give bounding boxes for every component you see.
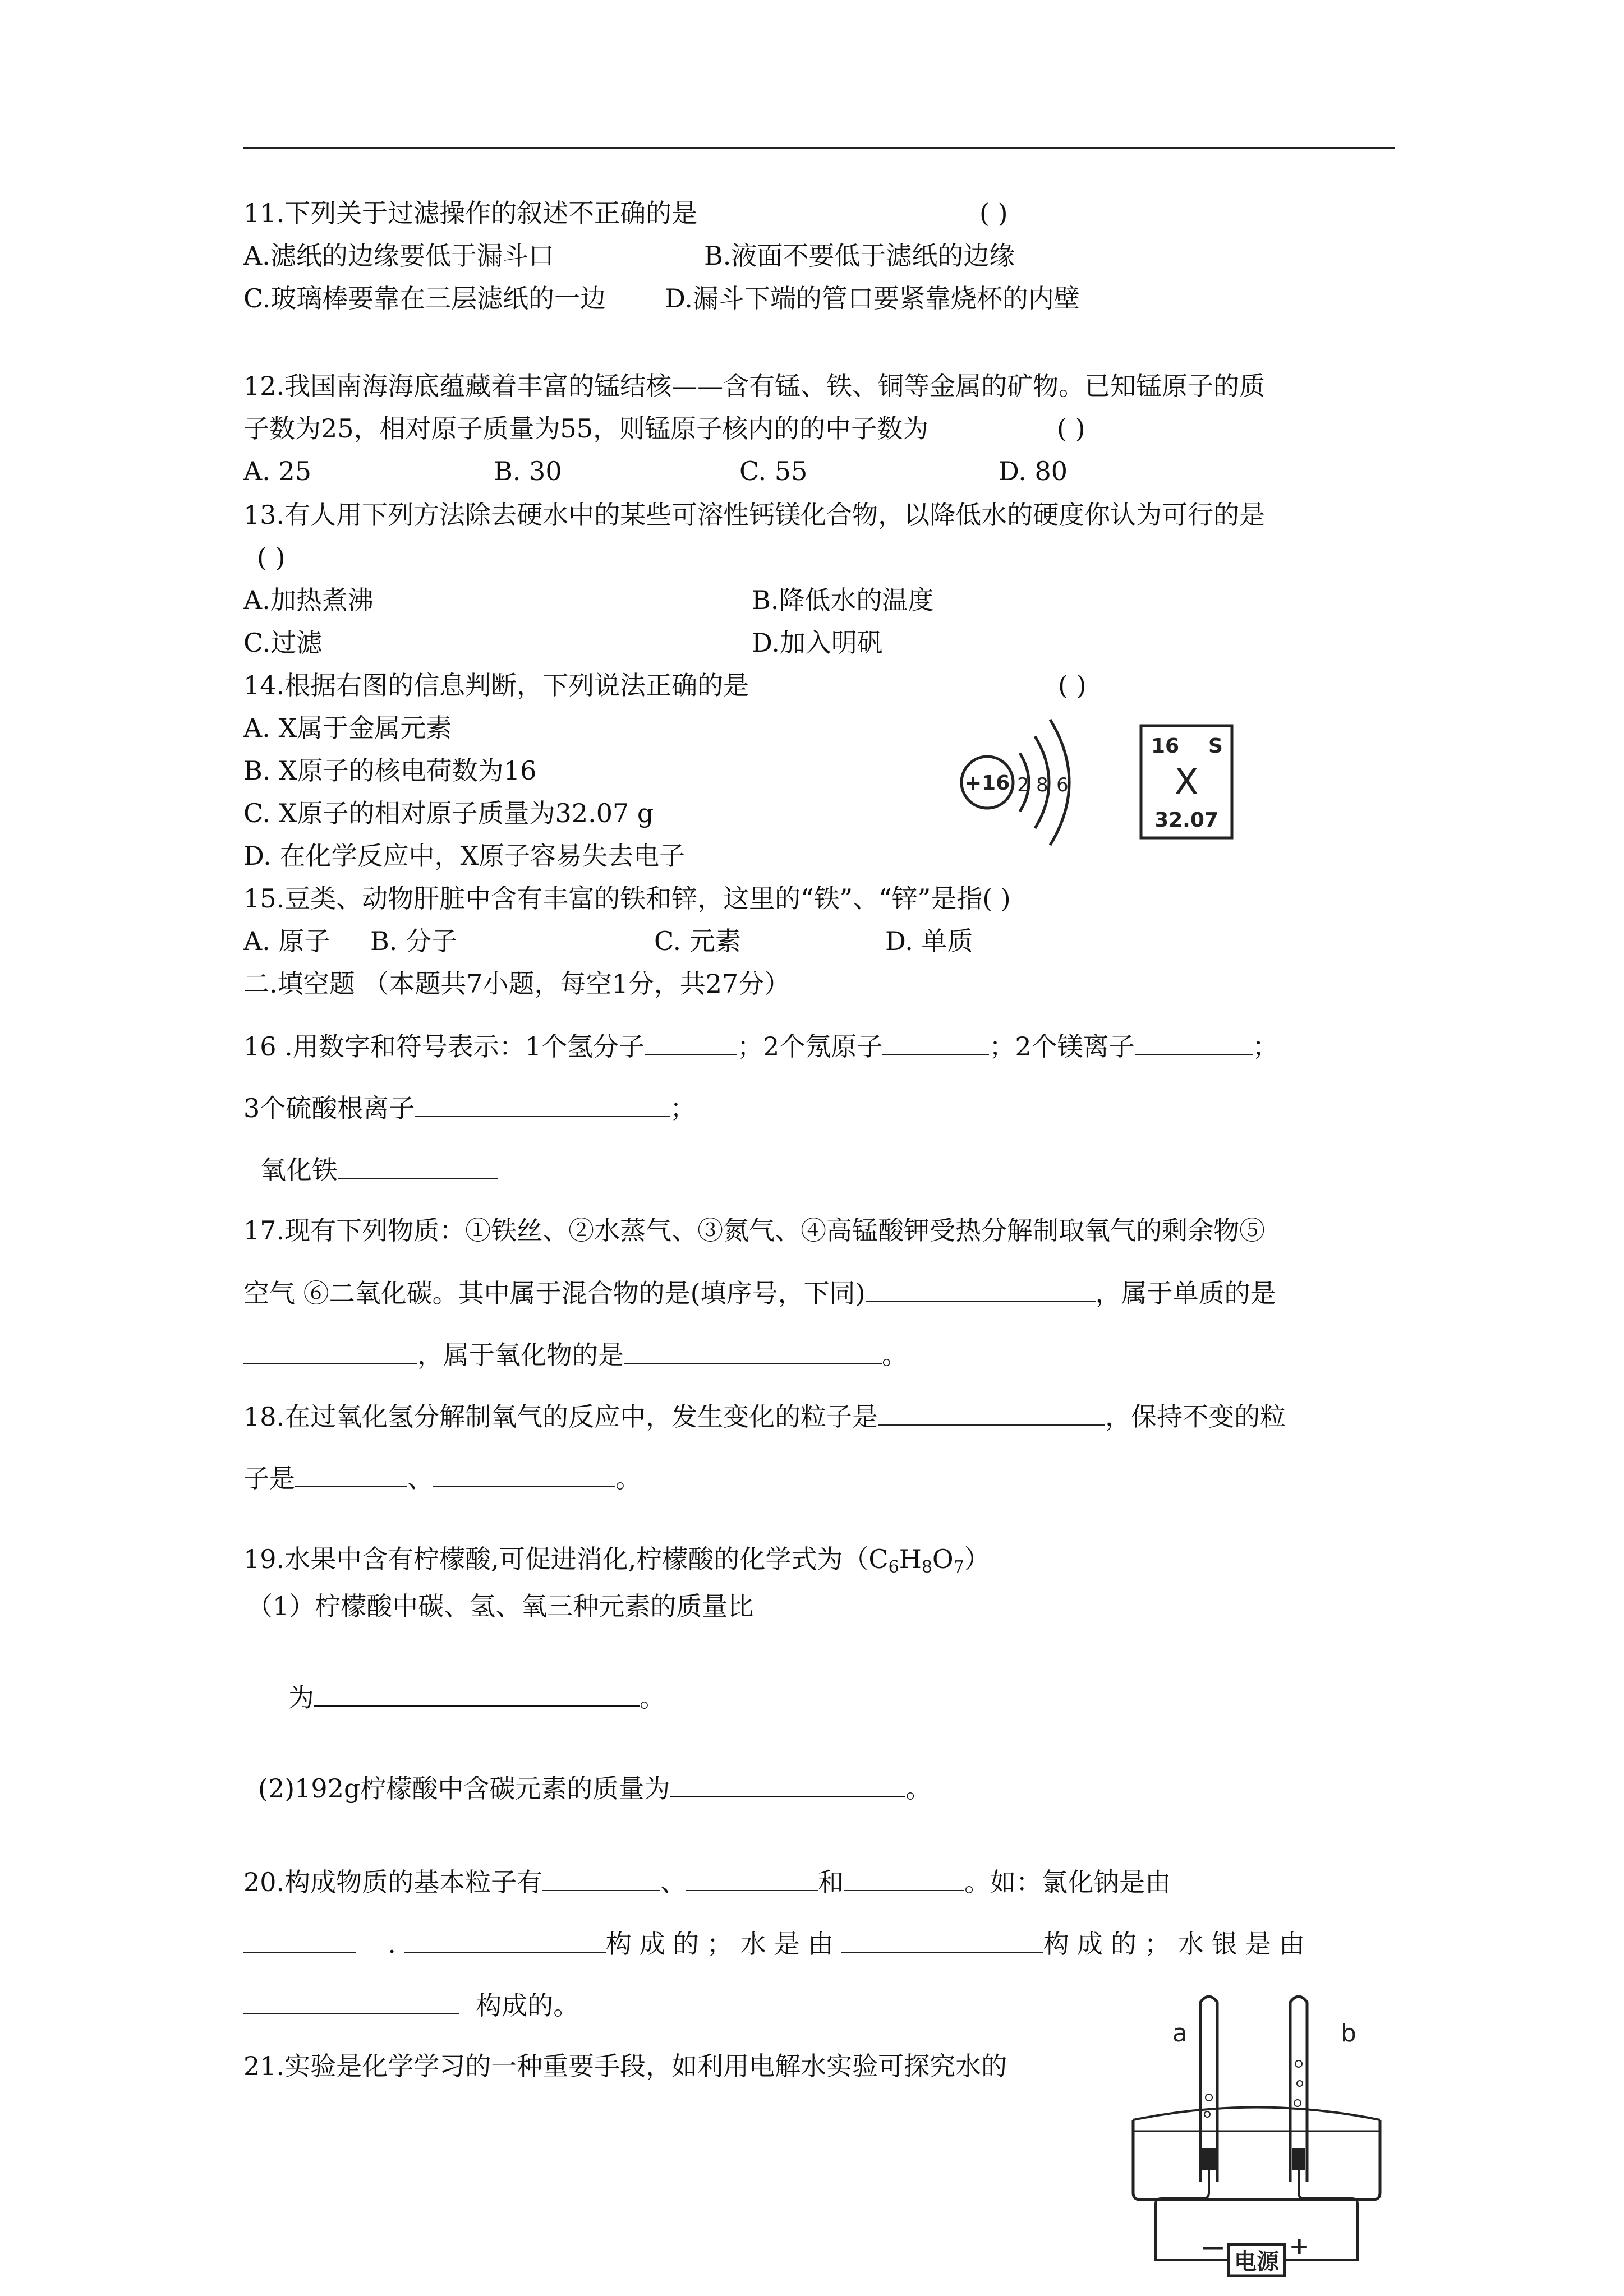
q16-line3: 氧化铁	[260, 1153, 498, 1186]
bubble	[1294, 2100, 1301, 2106]
q17-line3: ，属于氧化物的是 。	[243, 1338, 908, 1371]
q17-blank-elements[interactable]	[243, 1338, 417, 1364]
q11-option-d: D.漏斗下端的管口要紧靠烧杯的内壁	[665, 283, 1080, 313]
q19-blank-mass-ratio[interactable]	[314, 1680, 640, 1707]
nucleus-charge: +16	[964, 772, 1010, 795]
q18-line1: 18.在过氧化氢分解制氧气的反应中，发生变化的粒子是 ，保持不变的粒	[243, 1400, 1286, 1432]
q20-blank-nacl-1[interactable]	[243, 1927, 356, 1953]
q17-line2: 空气 ⑥二氧化碳。其中属于混合物的是(填序号，下同) ，属于单质的是	[243, 1276, 1276, 1309]
q19-part2: (2)192g柠檬酸中含碳元素的质量为 。	[258, 1771, 931, 1804]
positive-terminal: +	[1289, 2232, 1310, 2261]
negative-terminal: —	[1202, 2234, 1224, 2260]
electrode-a	[1202, 2148, 1216, 2170]
shell-1-electrons: 2	[1017, 774, 1029, 796]
q19-part1-answer: 为 。	[288, 1680, 665, 1713]
element-cell-diagram	[1139, 723, 1234, 841]
q18-line2: 子是 、 。	[243, 1461, 641, 1494]
bubble	[1204, 2111, 1210, 2117]
q12-option-b: B. 30	[494, 456, 562, 486]
section-2-heading: 二.填空题 （本题共7小题，每空1分，共27分）	[243, 969, 790, 999]
q19-stem: 19.水果中含有柠檬酸,可促进消化,柠檬酸的化学式为$(C_6H_8O_7)$	[243, 1544, 990, 1577]
q19-blank-carbon-mass[interactable]	[670, 1771, 905, 1797]
q20-line3: 构成的。	[243, 1989, 579, 2021]
q16-line2: 3个硫酸根离子 ；	[243, 1091, 696, 1124]
q18-blank-unchanged-1[interactable]	[295, 1461, 407, 1487]
electrolysis-apparatus-diagram	[1116, 1985, 1397, 2296]
q18-blank-changed-particles[interactable]	[878, 1400, 1105, 1426]
electrode-b	[1292, 2148, 1305, 2170]
q12-option-a: A. 25	[243, 456, 311, 486]
q19-part1: （1）柠檬酸中碳、氢、氧三种元素的质量比	[247, 1591, 754, 1621]
q12-answer-paren: ( )	[1057, 413, 1085, 444]
power-supply-label: 电源	[1234, 2249, 1279, 2275]
element-letter: X	[1174, 762, 1199, 803]
q15-option-a: A. 原子	[243, 926, 330, 956]
tube-a-top	[1200, 1997, 1217, 2002]
q17-blank-oxides[interactable]	[624, 1338, 882, 1364]
shell-2-electrons: 8	[1036, 774, 1048, 796]
q20-blank-mercury[interactable]	[243, 1989, 459, 2014]
q17-line1: 17.现有下列物质：①铁丝、②水蒸气、③氮气、④高锰酸钾受热分解制取氧气的剩余物⑤	[243, 1215, 1266, 1246]
bubble	[1206, 2094, 1212, 2101]
q13-answer-paren: ( )	[257, 542, 286, 573]
q15-option-c: C. 元素	[654, 926, 741, 956]
bubble	[1297, 2081, 1303, 2086]
q16-blank-iron-oxide[interactable]	[338, 1153, 498, 1179]
element-symbol: S	[1208, 735, 1223, 758]
q20-blank-particle-3[interactable]	[844, 1865, 964, 1891]
q14-option-b: B. X原子的核电荷数为16	[243, 755, 537, 786]
q18-blank-unchanged-2[interactable]	[433, 1461, 615, 1487]
q20-blank-particle-2[interactable]	[686, 1865, 818, 1891]
q12-stem-line1: 12.我国南海海底蕴藏着丰富的锰结核——含有锰、铁、铜等金属的矿物。已知锰原子的质	[243, 371, 1266, 401]
q14-option-c: C. X原子的相对原子质量为32.07 g	[243, 798, 654, 828]
q16-line1: 16 .用数字和符号表示：1个氢分子 ；2个氖原子 ；2个镁离子 ；	[243, 1030, 1278, 1062]
tube-b-top	[1290, 1997, 1307, 2002]
q21-line1: 21.实验是化学学习的一种重要手段，如利用电解水实验可探究水的	[243, 2051, 1007, 2081]
q20-line1: 20.构成物质的基本粒子有 、 和 。如：氯化钠是由	[243, 1865, 1171, 1898]
q14-option-d: D. 在化学反应中，X原子容易失去电子	[243, 841, 686, 871]
beaker-rim	[1133, 2108, 1380, 2120]
q15-option-d: D. 单质	[885, 926, 973, 956]
q13-option-b: B.降低水的温度	[752, 585, 934, 615]
q12-stem-line2: 子数为25，相对原子质量为55，则锰原子核内的的中子数为	[243, 413, 929, 444]
q11-option-a: A.滤纸的边缘要低于漏斗口	[243, 241, 554, 271]
q15-option-b: B. 分子	[370, 926, 458, 956]
q20-blank-nacl-2[interactable]	[404, 1927, 606, 1953]
q16-blank-magnesium-ions[interactable]	[1135, 1030, 1253, 1055]
q11-answer-paren: ( )	[979, 198, 1008, 228]
q20-line2: . 构成的；水是由 构成的；水银是由	[243, 1927, 1313, 1960]
q20-blank-water[interactable]	[841, 1927, 1043, 1953]
q12-option-c: C. 55	[739, 456, 808, 486]
bubble	[1295, 2060, 1302, 2067]
atom-structure-diagram	[954, 709, 1099, 855]
q16-blank-neon-atoms[interactable]	[882, 1030, 989, 1055]
q13-option-a: A.加热煮沸	[243, 585, 374, 615]
q17-blank-mixtures[interactable]	[866, 1276, 1096, 1302]
tube-a-label: a	[1172, 2019, 1188, 2048]
q13-option-c: C.过滤	[243, 628, 323, 658]
q14-answer-paren: ( )	[1058, 670, 1087, 700]
q20-blank-particle-1[interactable]	[542, 1865, 660, 1891]
shell-3-electrons: 6	[1056, 774, 1069, 796]
tube-b-label: b	[1341, 2019, 1356, 2048]
q14-stem: 14.根据右图的信息判断，下列说法正确的是	[243, 670, 749, 700]
q13-option-d: D.加入明矾	[752, 628, 883, 658]
element-atomic-mass: 32.07	[1154, 809, 1218, 832]
q11-option-c: C.玻璃棒要靠在三层滤纸的一边	[243, 283, 606, 313]
header-rule	[243, 147, 1395, 149]
q16-blank-sulfate-ions[interactable]	[415, 1091, 670, 1117]
q16-blank-hydrogen-molecule[interactable]	[645, 1030, 737, 1055]
q15-stem: 15.豆类、动物肝脏中含有丰富的铁和锌，这里的“铁”、“锌”是指( )	[243, 883, 1011, 914]
element-atomic-number: 16	[1151, 735, 1180, 758]
q11-stem: 11.下列关于过滤操作的叙述不正确的是	[243, 198, 698, 228]
q11-option-b: B.液面不要低于滤纸的边缘	[704, 241, 1015, 271]
q14-option-a: A. X属于金属元素	[243, 713, 452, 743]
q13-stem: 13.有人用下列方法除去硬水中的某些可溶性钙镁化合物，以降低水的硬度你认为可行的是	[243, 500, 1266, 530]
q12-option-d: D. 80	[999, 456, 1068, 486]
